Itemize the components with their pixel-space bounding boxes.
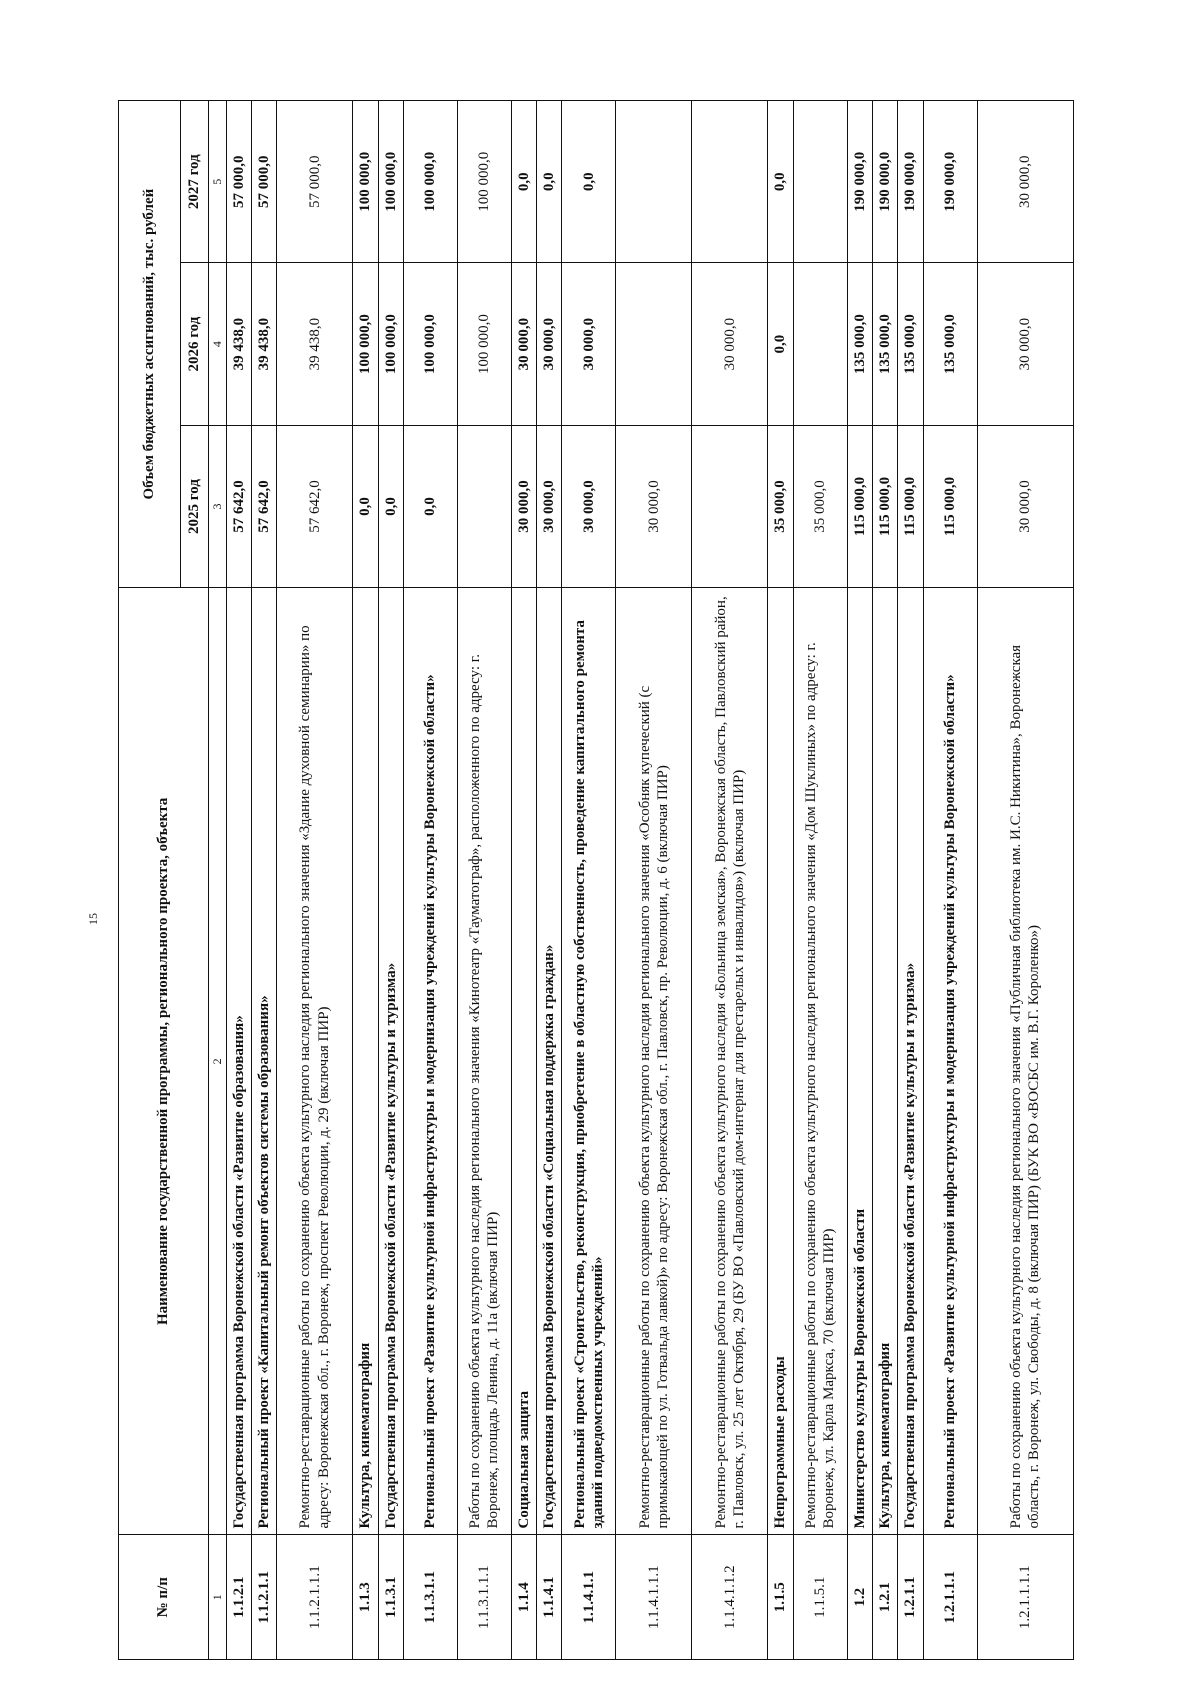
value-2025: 0,0 [403,425,457,587]
value-2026: 0,0 [768,263,793,425]
value-2027 [692,101,768,263]
row-name: Ремонтно-реставрационные работы по сохранению объекта культурного наследия регионального значения «Дом Шуклиных» по адресу: г. Воронеж, ул. Карла Маркса, 70 (включая ПИР) [793,588,847,1535]
value-2027: 0,0 [537,101,562,263]
table-row [847,101,872,1660]
value-2025: 115 000,0 [923,425,977,587]
row-name: Министерство культуры Воронежской области [847,588,872,1535]
value-2026: 135 000,0 [923,263,977,425]
row-name: Непрограммные расходы [768,588,793,1535]
row-number: 1.1.4.1 [537,1535,562,1660]
value-2026: 30 000,0 [537,263,562,425]
value-2026: 100 000,0 [353,263,378,425]
value-2025 [692,425,768,587]
value-2027: 57 000,0 [277,101,353,263]
row-number: 1.2 [847,1535,872,1660]
table-row [562,101,616,1660]
value-2026: 30 000,0 [562,263,616,425]
value-2026: 39 438,0 [277,263,353,425]
row-number: 1.1.3 [353,1535,378,1660]
value-2027: 100 000,0 [403,101,457,263]
row-number: 1.2.1 [873,1535,898,1660]
value-2025: 57 642,0 [277,425,353,587]
row-number: 1.1.4.1.1.1 [616,1535,692,1660]
row-name: Культура, кинематография [353,588,378,1535]
value-2026: 30 000,0 [692,263,768,425]
value-2025: 115 000,0 [898,425,923,587]
value-2027: 190 000,0 [923,101,977,263]
value-2025: 30 000,0 [616,425,692,587]
table-row [353,101,378,1660]
value-2027: 100 000,0 [378,101,403,263]
value-2027 [793,101,847,263]
table-row [537,101,562,1660]
value-2026: 135 000,0 [847,263,872,425]
value-2026: 135 000,0 [873,263,898,425]
column-number: 2 [209,588,227,1535]
row-name: Государственная программа Воронежской области «Социальная поддержка граждан» [537,588,562,1535]
value-2026: 100 000,0 [403,263,457,425]
value-2025: 30 000,0 [511,425,536,587]
table-row [977,101,1073,1660]
row-name: Ремонтно-реставрационные работы по сохранению объекта культурного наследия регионального значения «Особняк купеческий (с примыкающей по ул. Готвальда лавкой)» по адресу: Воронежская обл., г. Павловск, пр. Революции, д. 6 (включая ПИР) [616,588,692,1535]
value-2025: 30 000,0 [562,425,616,587]
value-2025: 57 642,0 [251,425,276,587]
value-2026: 135 000,0 [898,263,923,425]
row-number: 1.1.5.1 [793,1535,847,1660]
row-number: 1.1.4.1.1 [562,1535,616,1660]
table-row [511,101,536,1660]
page-number: 15 [86,913,100,925]
table-row [923,101,977,1660]
table-row [403,101,457,1660]
value-2027: 190 000,0 [873,101,898,263]
value-2027: 30 000,0 [977,101,1073,263]
value-2027: 0,0 [768,101,793,263]
header-num: № п/п [119,1535,209,1660]
table-row [457,101,511,1660]
value-2025: 0,0 [378,425,403,587]
table-row [793,101,847,1660]
row-number: 1.1.2.1.1.1 [277,1535,353,1660]
value-2027: 100 000,0 [457,101,511,263]
row-name: Государственная программа Воронежской области «Развитие образования» [226,588,251,1535]
table-row [277,101,353,1660]
table-row [873,101,898,1660]
value-2025: 30 000,0 [977,425,1073,587]
value-2026: 100 000,0 [378,263,403,425]
row-name: Региональный проект «Развитие культурной инфраструктуры и модернизация учреждений культуры Воронежской области» [923,588,977,1535]
row-name: Государственная программа Воронежской области «Развитие культуры и туризма» [378,588,403,1535]
value-2027: 190 000,0 [898,101,923,263]
table-row [251,101,276,1660]
value-2027: 57 000,0 [226,101,251,263]
row-name: Работы по сохранению объекта культурного наследия регионального значения «Публичная библиотека им. И.С. Никитина», Воронежская область, г. Воронеж, ул. Свободы, д. 8 (включая ПИР) (БУК ВО «ВОСБС им. В.Г. Короленко») [977,588,1073,1535]
row-number: 1.2.1.1.1.1 [977,1535,1073,1660]
row-name: Государственная программа Воронежской области «Развитие культуры и туризма» [898,588,923,1535]
table-row [768,101,793,1660]
value-2026: 30 000,0 [977,263,1073,425]
column-number: 1 [209,1535,227,1660]
row-name: Культура, кинематография [873,588,898,1535]
value-2025: 115 000,0 [847,425,872,587]
value-2027: 100 000,0 [353,101,378,263]
row-number: 1.1.4 [511,1535,536,1660]
value-2025: 57 642,0 [226,425,251,587]
value-2026 [616,263,692,425]
row-name: Региональный проект «Капитальный ремонт объектов системы образования» [251,588,276,1535]
budget-table [118,100,1074,1660]
value-2027: 0,0 [511,101,536,263]
column-number: 4 [209,263,227,425]
row-name: Региональный проект «Строительство, реконструкция, приобретение в областную собственность, проведение капитального ремонта зданий подведомственных учреждений» [562,588,616,1535]
row-number: 1.1.5 [768,1535,793,1660]
column-number: 3 [209,425,227,587]
value-2027: 57 000,0 [251,101,276,263]
table-row [378,101,403,1660]
header-name: Наименование государственной программы, регионального проекта, объекта [119,588,209,1535]
value-2025 [457,425,511,587]
row-number: 1.1.2.1.1 [251,1535,276,1660]
header-year-2026: 2026 год [181,263,209,425]
value-2025: 0,0 [353,425,378,587]
value-2025: 35 000,0 [793,425,847,587]
value-2026: 39 438,0 [226,263,251,425]
value-2026 [793,263,847,425]
header-year-2027: 2027 год [181,101,209,263]
value-2026: 100 000,0 [457,263,511,425]
row-number: 1.1.3.1 [378,1535,403,1660]
value-2025: 30 000,0 [537,425,562,587]
row-number: 1.1.3.1.1.1 [457,1535,511,1660]
value-2025: 115 000,0 [873,425,898,587]
row-name: Региональный проект «Развитие культурной инфраструктуры и модернизация учреждений культуры Воронежской области» [403,588,457,1535]
column-number: 5 [209,101,227,263]
row-name: Ремонтно-реставрационные работы по сохранению объекта культурного наследия регионального значения «Здание духовной семинарии» по адресу: Воронежская обл., г. Воронеж, проспект Революции, д. 29 (включая ПИР) [277,588,353,1535]
value-2027: 0,0 [562,101,616,263]
value-2027: 190 000,0 [847,101,872,263]
row-number: 1.1.3.1.1 [403,1535,457,1660]
table-row [692,101,768,1660]
header-budget: Объем бюджетных ассигнований, тыс. рублей [119,101,181,588]
row-number: 1.2.1.1 [898,1535,923,1660]
row-number: 1.2.1.1.1 [923,1535,977,1660]
value-2026: 39 438,0 [251,263,276,425]
row-number: 1.1.4.1.1.2 [692,1535,768,1660]
row-name: Ремонтно-реставрационные работы по сохранению объекта культурного наследия «Больница земская», Воронежская область, Павловский район, г. Павловск, ул. 25 лет Октября, 29 (БУ ВО «Павловский дом-интернат для престарелых и инвалидов») (включая ПИР) [692,588,768,1535]
value-2026: 30 000,0 [511,263,536,425]
table-row [226,101,251,1660]
rotated-table-container [118,100,1056,1660]
header-year-2025: 2025 год [181,425,209,587]
table-row [616,101,692,1660]
row-name: Работы по сохранению объекта культурного наследия регионального значения «Кинотеатр «Тауматограф», расположенного по адресу: г. Воронеж, площадь Ленина, д. 11а (включая ПИР) [457,588,511,1535]
row-name: Социальная защита [511,588,536,1535]
value-2025: 35 000,0 [768,425,793,587]
table-body [226,101,1073,1660]
value-2027 [616,101,692,263]
row-number: 1.1.2.1 [226,1535,251,1660]
table-row [898,101,923,1660]
